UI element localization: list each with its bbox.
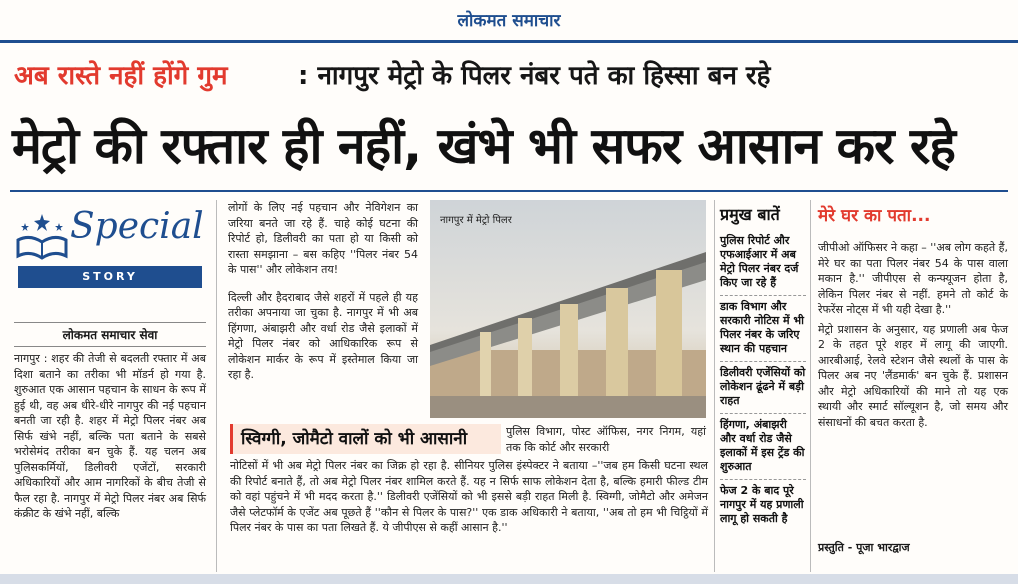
- metro-pillar-illustration: [430, 200, 706, 418]
- highlight-item: फेज 2 के बाद पूरे नागपुर में यह प्रणाली लागू हो सकती है: [720, 484, 804, 525]
- masthead-title: लोकमत समाचार: [457, 11, 561, 31]
- sub-headline: : नागपुर मेट्रो के पिलर नंबर पते का हिस्सा बन रहे: [298, 61, 771, 91]
- highlight-item: हिंगणा, अंबाझरी और वर्धा रोड जैसे इलाकों में इस ट्रेंड की शुरुआत: [720, 414, 806, 480]
- paragraph: जीपीओ ऑफिसर ने कहा – ''अब लोग कहते हैं, मेरे घर का पता पिलर नंबर 54 के पास वाला मकान है.'' जीपीएस से कन्फ्यूजन होता है, लेकिन पिलर नंबर से नहीं. हमने तो कोर्ट के रेफरेंस नोट्स में भी यही देखा है.'': [818, 241, 1008, 316]
- kicker-headline: अब रास्ते नहीं होंगे गुम: [14, 61, 228, 91]
- highlights-title: प्रमुख बातें: [720, 205, 780, 224]
- article-column-1: नागपुर : शहर की तेजी से बदलती रफ्तार में अब दिशा बताने का तरीका भी मॉडर्न हो गया है. शुरुआत एक आसान पहचान के साधन के रूप में हुई थी, वह अब धीरे-धीरे नागपुर की नई पहचान बनती जा रही है. शहर में मेट्रो पिलर नंबर अब सिर्फ खंभे नहीं, बल्कि पता बताने के सबसे भरोसेमंद तरीका बन चुके हैं. यह चलन अब पुलिसकर्मियों, डिलीवरी एजेंटों, सरकारी अधिकारियों और आम नागरिकों के बीच तेजी से फैल रहा है. नागपुर में मेट्रो पिलर नंबर अब सिर्फ कंक्रीट के खंभे नहीं, बल्कि: [14, 352, 206, 520]
- column-divider: [714, 200, 715, 572]
- side-story-title: मेरे घर का पता...: [818, 206, 931, 226]
- special-label: Special: [70, 206, 204, 247]
- metro-photo: [430, 200, 706, 418]
- credit-line: प्रस्तुति - पूजा भारद्वाज: [818, 541, 910, 554]
- byline: लोकमत समाचार सेवा: [14, 322, 206, 347]
- footer-bar: [0, 574, 1018, 584]
- divider: [10, 190, 1008, 192]
- side-story-body: [818, 240, 1008, 430]
- sub-story-intro: पुलिस विभाग, पोस्ट ऑफिस, नगर निगम, यहां तक कि कोर्ट और सरकारी: [506, 425, 706, 454]
- sub-story-heading: स्विग्गी, जोमैटो वालों को भी आसानी: [230, 424, 501, 454]
- column-divider: [810, 200, 811, 572]
- paragraph: मेट्रो प्रशासन के अनुसार, यह प्रणाली अब फेज 2 के तहत पूरे शहर में लागू की जाएगी. आरबीआई, रेलवे स्टेशन जैसे स्थलों के पास के पिलर अब नए 'लैंडमार्क' बन चुके हैं. प्रशासन और मेट्रो अधिकारियों की माने तो यह एक स्थायी और स्मार्ट सॉल्यूशन है, जो समय और संसाधनों की बचत करता है.: [818, 322, 1008, 429]
- sub-story-body: नोटिसों में भी अब मेट्रो पिलर नंबर का जिक्र हो रहा है. सीनियर पुलिस इंस्पेक्टर ने बताया –''जब हम किसी घटना स्थल की रिपोर्ट बनाते हैं, तो अब मेट्रो पिलर नंबर शामिल करते हैं. यह न सिर्फ साफ लोकेशन देता है, बल्कि हमारी फील्ड टीम को वहां पहुंचने में भी मदद करता है.'' डिलीवरी एजेंसियों को भी इससे बड़ी राहत मिली है. स्विग्गी, जोमैटो और अमेजन जैसे प्लेटफॉर्म के एजेंट अब पूछते हैं ''कौन से पिलर के पास?'' एक डाक अधिकारी ने बताया, ''अब तो हम भी चिट्ठियों में पिलर नंबर के पास का पता लिखते हैं. ये जीपीएस से कहीं आसान है.'': [230, 459, 708, 534]
- main-headline: मेट्रो की रफ्तार ही नहीं, खंभे भी सफर आसान कर रहे: [12, 117, 955, 175]
- paragraph: दिल्ली और हैदराबाद जैसे शहरों में पहले ही यह तरीका अपनाया जा चुका है. नागपुर में भी अब हिंगणा, अंबाझरी और वर्धा रोड जैसे इलाकों में मेट्रो पिलर नंबर को आधिकारिक रूप से लोकेशन मार्कर के रूप में इस्तेमाल किया जा रहा है.: [228, 290, 418, 381]
- article-column-2: [228, 200, 418, 383]
- book-icon: [14, 212, 70, 260]
- story-badge: STORY: [18, 266, 202, 288]
- highlight-item: डाक विभाग और सरकारी नोटिस में भी पिलर नंबर के जरिए स्थान की पहचान: [720, 296, 806, 362]
- column-divider: [216, 200, 217, 572]
- photo-caption: नागपुर में मेट्रो पिलर: [440, 215, 512, 226]
- highlight-item: डिलीवरी एजेंसियों को लोकेशन ढूंढने में बड़ी राहत: [720, 362, 806, 414]
- highlight-item: पुलिस रिपोर्ट और एफआईआर में अब मेट्रो पिलर नंबर दर्ज किए जा रहे हैं: [720, 230, 806, 296]
- highlights-list: [720, 230, 806, 531]
- paragraph: लोगों के लिए नई पहचान और नेविगेशन का जरिया बनते जा रहे हैं. चाहे कोई घटना की रिपोर्ट हो, डिलीवरी का पता हो या किसी को रास्ता समझाना – बस कहिए ''पिलर नंबर 54 के पास'' और लोकेशन तय!: [228, 201, 418, 276]
